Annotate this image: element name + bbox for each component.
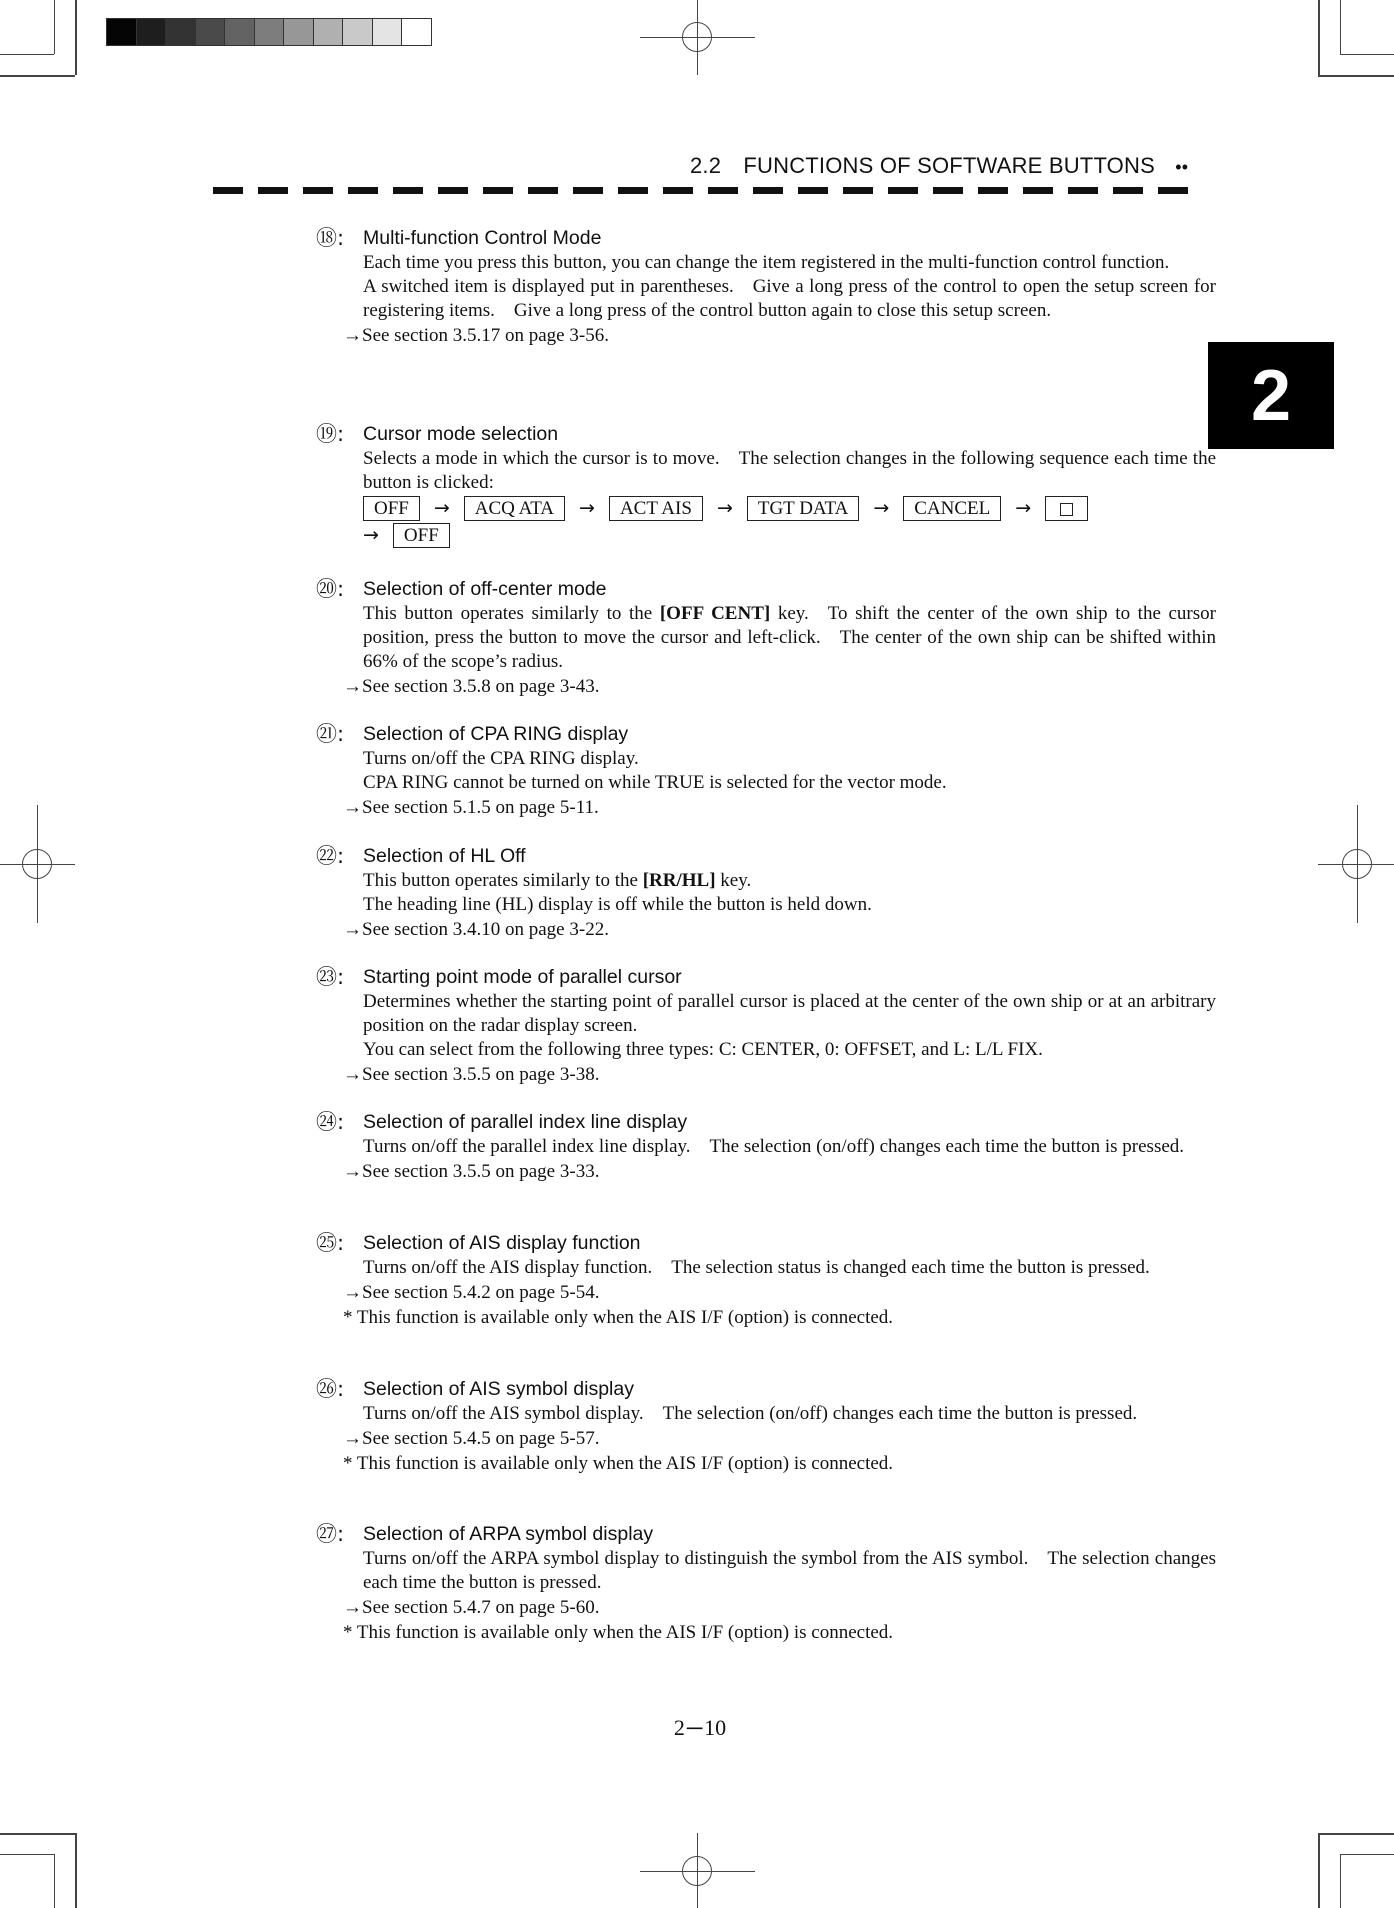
arrow-icon: →: [363, 524, 379, 546]
arrow-icon: →: [873, 497, 890, 519]
header-title: 2.2 FUNCTIONS OF SOFTWARE BUTTONS: [690, 153, 1155, 178]
arrow-icon: →: [1015, 497, 1032, 519]
key-name: [RR/HL]: [642, 870, 716, 891]
sequence-key-act-ais: ACT AIS: [609, 496, 703, 521]
item-title: Selection of AIS display function: [363, 1232, 641, 1254]
item-paragraph: Turns on/off the AIS display function. The selection status is changed each time the button is pressed.: [363, 1257, 1150, 1278]
item-off-center-mode: [316, 576, 1216, 699]
grayscale-swatch: [107, 19, 136, 45]
grayscale-calibration-strip: [106, 18, 432, 46]
key-name: [OFF CENT]: [659, 603, 771, 624]
section-reference: →See section 5.4.2 on page 5-54.: [343, 1282, 600, 1303]
text-run: This button operates similarly to the: [363, 603, 660, 624]
cursor-mode-sequence-end: [363, 522, 1216, 549]
item-ais-symbol-display: [316, 1376, 1216, 1476]
arrow-icon: →: [433, 497, 450, 519]
item-number: ⑳:: [316, 577, 345, 601]
section-reference: →See section 5.4.5 on page 5-57.: [343, 1428, 600, 1449]
availability-note: * This function is available only when the AIS I/F (option) is connected.: [343, 1307, 894, 1328]
page-number: 2 ─ 10: [673, 1715, 727, 1740]
item-paragraph: Turns on/off the parallel index line display. The selection (on/off) changes each time the button is pressed.: [363, 1136, 1185, 1157]
item-paragraph: Determines whether the starting point of parallel cursor is placed at the center of the own ship or at an arbitrary position on the radar display screen.: [363, 991, 1216, 1036]
item-paragraph: A switched item is displayed put in parentheses. Give a long press of the control to open the setup screen for registering items. Give a long press of the control button again to close this setup screen.: [363, 276, 1216, 321]
arrow-icon: →: [716, 497, 733, 519]
item-number: ⑱:: [316, 226, 345, 250]
item-title: Selection of HL Off: [363, 845, 526, 867]
item-paragraph: Turns on/off the ARPA symbol display to distinguish the symbol from the AIS symbol. The selection changes each time the button is pressed.: [363, 1548, 1216, 1593]
item-number: ㉗:: [316, 1522, 345, 1546]
grayscale-swatch: [372, 19, 402, 45]
item-paragraph: Each time you press this button, you can change the item registered in the multi-function control function.: [363, 252, 1170, 273]
item-paragraph: Turns on/off the AIS symbol display. The selection (on/off) changes each time the button is pressed.: [363, 1403, 1138, 1424]
square-icon: [1060, 503, 1073, 516]
text-run: key.: [715, 870, 752, 891]
grayscale-swatch: [254, 19, 284, 45]
item-number: ㉖:: [316, 1377, 345, 1401]
grayscale-swatch: [136, 19, 166, 45]
sequence-key-acq-ata: ACQ ATA: [464, 496, 565, 521]
item-paragraph: CPA RING cannot be turned on while TRUE is selected for the vector mode.: [363, 772, 947, 793]
item-paragraph: [363, 869, 1216, 893]
item-hl-off: [316, 843, 1216, 942]
item-title: Selection of parallel index line display: [363, 1111, 688, 1133]
item-title: Selection of CPA RING display: [363, 723, 629, 745]
item-title: Cursor mode selection: [363, 423, 559, 445]
section-reference: →See section 3.5.17 on page 3-56.: [343, 325, 609, 346]
sequence-key-cancel: CANCEL: [903, 496, 1001, 521]
section-reference: →See section 5.1.5 on page 5-11.: [343, 797, 599, 818]
header-dots: ••: [1175, 157, 1189, 177]
item-title: Multi-function Control Mode: [363, 227, 602, 249]
item-number: ㉔:: [316, 1110, 345, 1134]
item-ais-display-function: [316, 1230, 1216, 1330]
item-title: Selection of AIS symbol display: [363, 1378, 634, 1400]
section-reference: →See section 3.5.5 on page 3-38.: [343, 1064, 600, 1085]
item-cpa-ring-display: [316, 721, 1216, 820]
availability-note: * This function is available only when the AIS I/F (option) is connected.: [343, 1622, 894, 1643]
item-number: ㉓:: [316, 965, 345, 989]
section-reference: →See section 3.5.8 on page 3-43.: [343, 676, 600, 697]
text-run: This button operates similarly to the: [363, 870, 643, 891]
item-paragraph: Turns on/off the CPA RING display.: [363, 748, 639, 769]
item-arpa-symbol-display: [316, 1521, 1216, 1645]
grayscale-swatch: [224, 19, 254, 45]
item-title: Selection of off-center mode: [363, 578, 607, 600]
grayscale-swatch: [165, 19, 195, 45]
item-number: ㉕:: [316, 1231, 345, 1255]
section-reference: →See section 5.4.7 on page 5-60.: [343, 1597, 600, 1618]
item-parallel-index-line-display: [316, 1109, 1216, 1184]
availability-note: * This function is available only when the AIS I/F (option) is connected.: [343, 1453, 894, 1474]
item-number: ㉒:: [316, 844, 345, 868]
sequence-key-tgt-data: TGT DATA: [747, 496, 859, 521]
text-run: key. To shift the center of the own ship to the cursor position, press the button to move the cursor and left-click. The center of the own ship can be shifted within 66% of the scope’s radius.: [363, 603, 1216, 672]
item-parallel-cursor-starting-point: [316, 964, 1216, 1087]
item-number: ㉑:: [316, 722, 345, 746]
item-paragraph: You can select from the following three types: C: CENTER, 0: OFFSET, and L: L/L FIX.: [363, 1039, 1043, 1060]
section-reference: →See section 3.4.10 on page 3-22.: [343, 919, 609, 940]
item-paragraph: Selects a mode in which the cursor is to move. The selection changes in the following sequence each time the button is clicked:: [363, 448, 1216, 493]
header-dashed-rule: [213, 187, 1203, 194]
item-title: Starting point mode of parallel cursor: [363, 966, 682, 988]
grayscale-swatch: [195, 19, 225, 45]
item-number: ⑲:: [316, 422, 345, 446]
sequence-key-blank: [1045, 496, 1088, 521]
item-title: Selection of ARPA symbol display: [363, 1523, 654, 1545]
running-header: [690, 153, 1210, 179]
arrow-icon: →: [579, 497, 595, 519]
chapter-tab: 2: [1208, 342, 1334, 449]
grayscale-swatch: [283, 19, 313, 45]
section-reference: →See section 3.5.5 on page 3-33.: [343, 1161, 600, 1182]
sequence-key-off: OFF: [363, 496, 420, 521]
sequence-key-off-end: OFF: [393, 523, 450, 548]
grayscale-swatch: [342, 19, 372, 45]
grayscale-swatch: [401, 19, 431, 45]
grayscale-swatch: [313, 19, 343, 45]
item-multi-function-control-mode: [316, 225, 1216, 348]
item-cursor-mode-selection: [316, 421, 1216, 549]
cursor-mode-sequence: [363, 495, 1216, 522]
item-paragraph: The heading line (HL) display is off while the button is held down.: [363, 894, 872, 915]
item-paragraph: [363, 602, 1216, 674]
